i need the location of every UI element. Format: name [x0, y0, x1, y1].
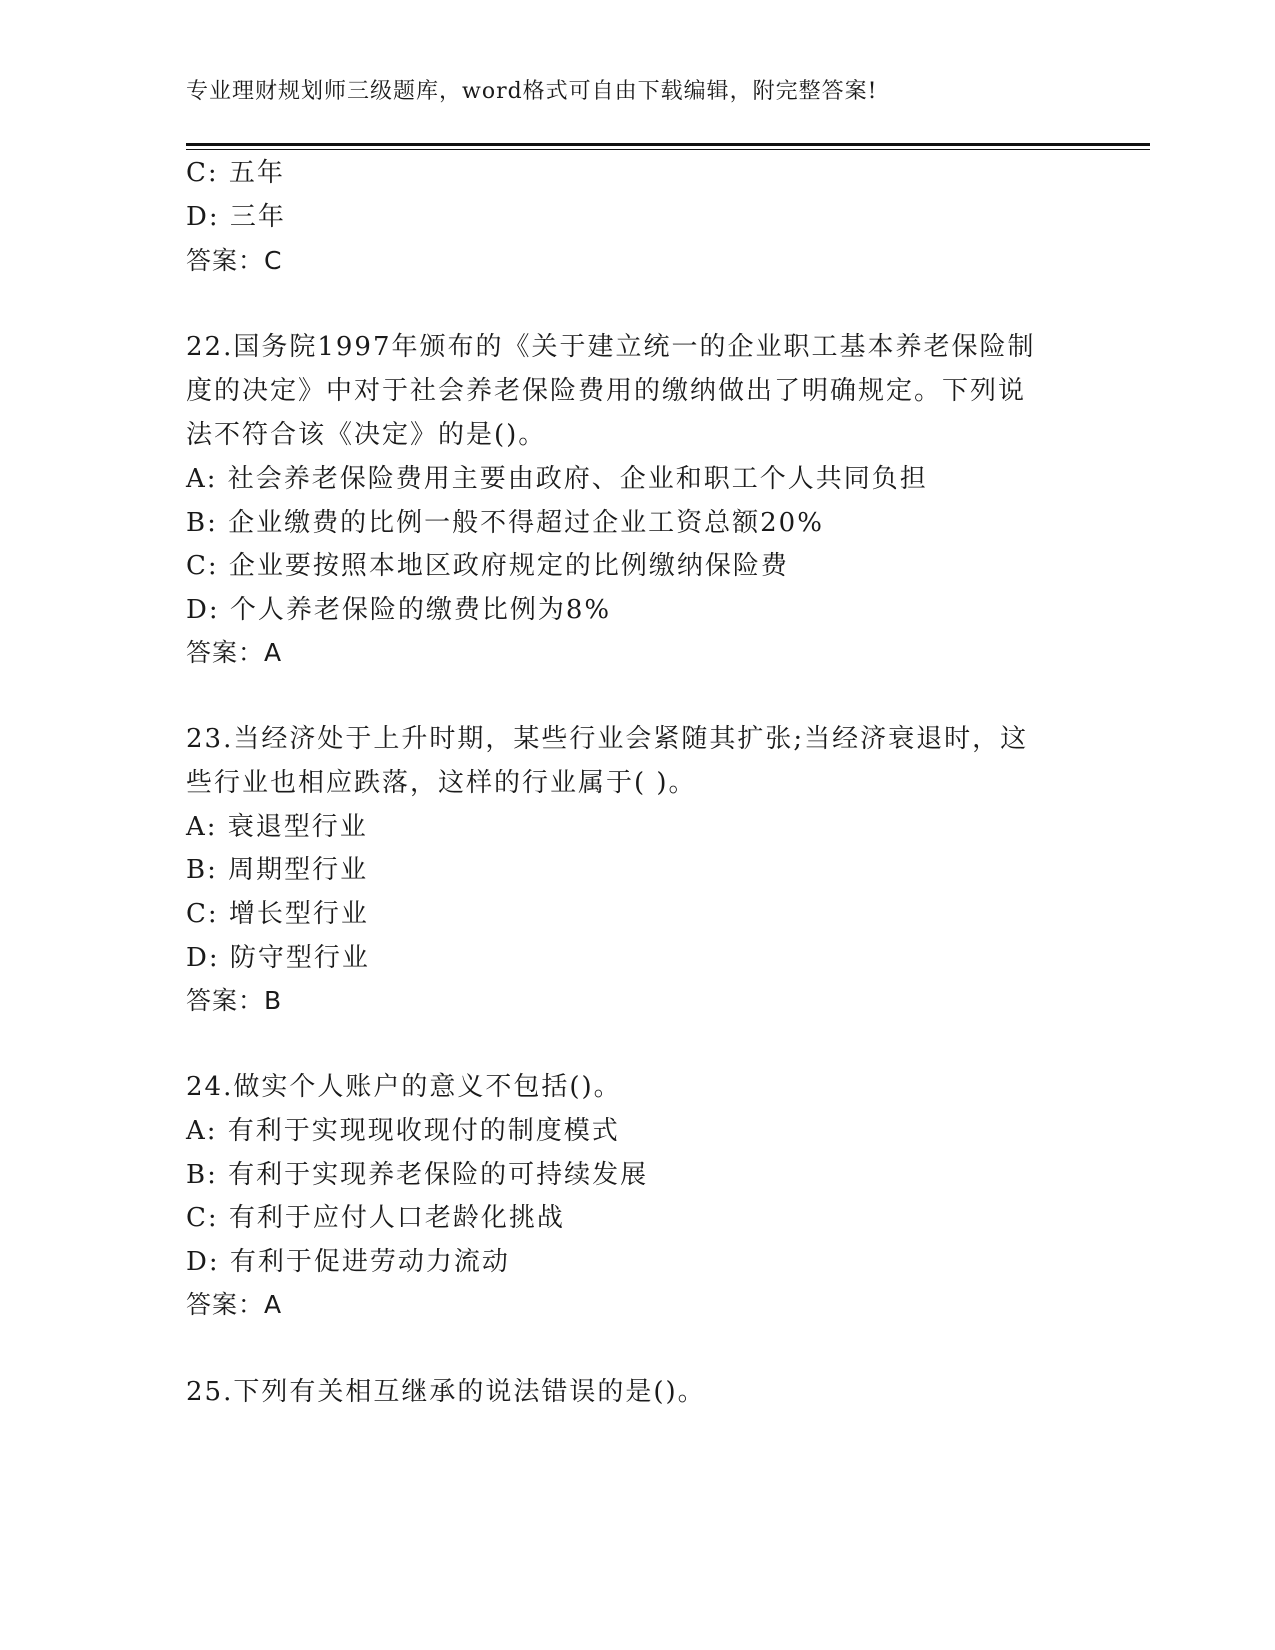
option-c: C: 企业要按照本地区政府规定的比例缴纳保险费 [186, 551, 789, 581]
question-stem-line: 法不符合该《决定》的是()。 [186, 420, 547, 450]
question-stem-line: 24.做实个人账户的意义不包括()。 [186, 1072, 622, 1102]
option-c: C: 五年 [186, 158, 285, 188]
header-rule-thin [186, 149, 1150, 150]
header-rule-thick [186, 143, 1150, 146]
option-c: C: 有利于应付人口老龄化挑战 [186, 1203, 565, 1233]
question-stem-line: 些行业也相应跌落，这样的行业属于( )。 [186, 768, 697, 798]
question-stem-line: 度的决定》中对于社会养老保险费用的缴纳做出了明确规定。下列说 [186, 376, 1027, 406]
question-stem-line: 22.国务院1997年颁布的《关于建立统一的企业职工基本养老保险制 [186, 332, 1036, 362]
answer-line: 答案：A [186, 638, 283, 667]
option-b: B: 企业缴费的比例一般不得超过企业工资总额20% [186, 508, 824, 538]
option-c: C: 增长型行业 [186, 899, 369, 929]
question-stem-line: 23.当经济处于上升时期，某些行业会紧随其扩张;当经济衰退时，这 [186, 724, 1029, 754]
question-stem-line: 25.下列有关相互继承的说法错误的是()。 [186, 1377, 706, 1407]
option-a: A: 社会养老保险费用主要由政府、企业和职工个人共同负担 [186, 464, 928, 494]
answer-line: 答案：A [186, 1290, 283, 1319]
option-b: B: 有利于实现养老保险的可持续发展 [186, 1160, 649, 1190]
answer-line: 答案：C [186, 246, 283, 275]
option-a: A: 有利于实现现收现付的制度模式 [186, 1116, 620, 1146]
page-header: 专业理财规划师三级题库，word格式可自由下载编辑，附完整答案! [186, 79, 878, 104]
option-d: D: 三年 [186, 202, 286, 232]
answer-line: 答案：B [186, 986, 283, 1015]
option-d: D: 个人养老保险的缴费比例为8% [186, 595, 612, 625]
option-b: B: 周期型行业 [186, 855, 369, 885]
option-a: A: 衰退型行业 [186, 812, 368, 842]
option-d: D: 防守型行业 [186, 943, 370, 973]
option-d: D: 有利于促进劳动力流动 [186, 1247, 510, 1277]
